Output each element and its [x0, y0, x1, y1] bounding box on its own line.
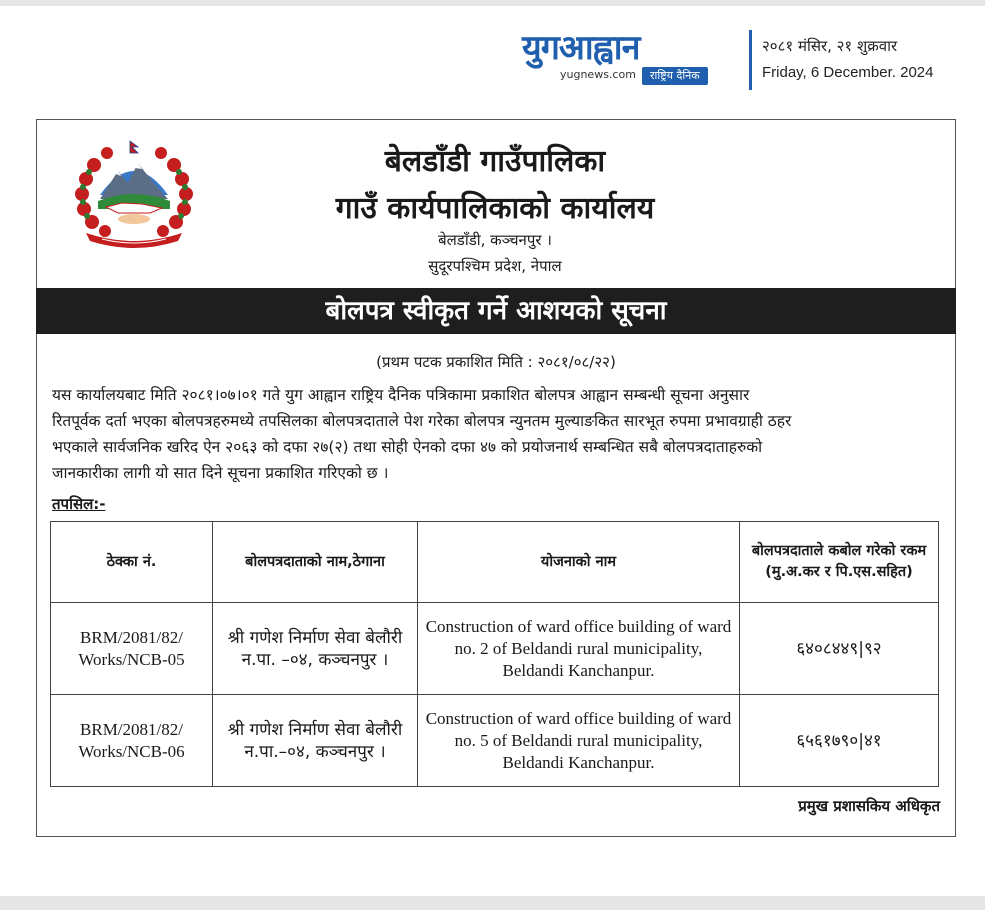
newspaper-logo: युगआह्वान	[522, 28, 640, 68]
amount-cell: ६४०८४४९|९२	[740, 603, 939, 695]
project-cell: Construction of ward office building of ward no. 5 of Beldandi rural municipality, Beldandi Kanchanpur.	[418, 695, 740, 787]
notice-body-line: रितपूर्वक दर्ता भएका बोलपत्रहरुमध्ये तपसिलका बोलपत्रदाताले पेश गरेका बोलपत्र न्युनतम मुल्याङकित सारभूत रुपमा प्रभावग्राही ठहर	[52, 412, 792, 430]
first-published-date: (प्रथम पटक प्रकाशित मिति : २०८१/०८/२२)	[376, 353, 616, 371]
contract-no-cell: BRM/2081/82/ Works/NCB-06	[51, 695, 213, 787]
bidder-cell: श्री गणेश निर्माण सेवा बेलौरी न.पा.–०४, कञ्चनपुर ।	[213, 695, 418, 787]
amount-cell: ६५६१७९०|४१	[740, 695, 939, 787]
address-line-1: बेलडाँडी, कञ्चनपुर ।	[438, 231, 552, 249]
column-header-contract-no: ठेक्का नं.	[51, 522, 213, 603]
website-label: yugnews.com	[560, 68, 636, 81]
notice-body-line: भएकाले सार्वजनिक खरिद ऐन २०६३ को दफा २७(२) तथा सोही ऐनको दफा ४७ को प्रयोजनार्थ सम्बन्धित सबै बोलपत्रदाताहरुको	[52, 438, 763, 456]
top-divider	[0, 0, 985, 6]
date-english: Friday, 6 December. 2024	[762, 64, 934, 81]
office-name: गाउँ कार्यपालिकाको कार्यालय	[335, 191, 655, 226]
nepal-coat-of-arms-icon	[72, 137, 196, 249]
notice-body	[52, 382, 940, 486]
signatory-title: प्रमुख प्रशासकिय अधिकृत	[798, 797, 940, 815]
notice-body-line: यस कार्यालयबाट मिति २०८१।०७।०१ गते युग आह्वान राष्ट्रिय दैनिक पत्रिकामा प्रकाशित बोलपत्र आह्वान सम्बन्धी सूचना अनुसार	[52, 386, 750, 404]
bottom-divider	[0, 896, 985, 910]
project-cell: Construction of ward office building of ward no. 2 of Beldandi rural municipality, Beldandi Kanchanpur.	[418, 603, 740, 695]
table-header-row	[51, 522, 939, 603]
column-header-amount: बोलपत्रदाताले कबोल गरेको रकम (मु.अ.कर र पि.एस.सहित)	[740, 522, 939, 603]
table-row	[51, 603, 939, 695]
newspaper-tagline: राष्ट्रिय दैनिक	[642, 67, 708, 85]
details-label: तपसिल:-	[52, 495, 106, 513]
date-nepali: २०८१ मंसिर, २१ शुक्रवार	[762, 37, 898, 55]
column-header-project: योजनाको नाम	[418, 522, 740, 603]
notice-body-line: जानकारीका लागी यो सात दिने सूचना प्रकाशित गरिएको छ ।	[52, 464, 389, 482]
bidder-cell: श्री गणेश निर्माण सेवा बेलौरी न.पा. –०४, कञ्चनपुर ।	[213, 603, 418, 695]
bid-table	[50, 521, 939, 787]
address-line-2: सुदूरपश्चिम प्रदेश, नेपाल	[428, 257, 562, 275]
newspaper-masthead	[522, 28, 962, 92]
organization-name: बेलडाँडी गाउँपालिका	[384, 144, 606, 179]
table-row	[51, 695, 939, 787]
notice-title-banner: बोलपत्र स्वीकृत गर्ने आशयको सूचना	[36, 288, 956, 334]
column-header-bidder: बोलपत्रदाताको नाम,ठेगाना	[213, 522, 418, 603]
contract-no-cell: BRM/2081/82/ Works/NCB-05	[51, 603, 213, 695]
masthead-divider	[749, 30, 752, 90]
